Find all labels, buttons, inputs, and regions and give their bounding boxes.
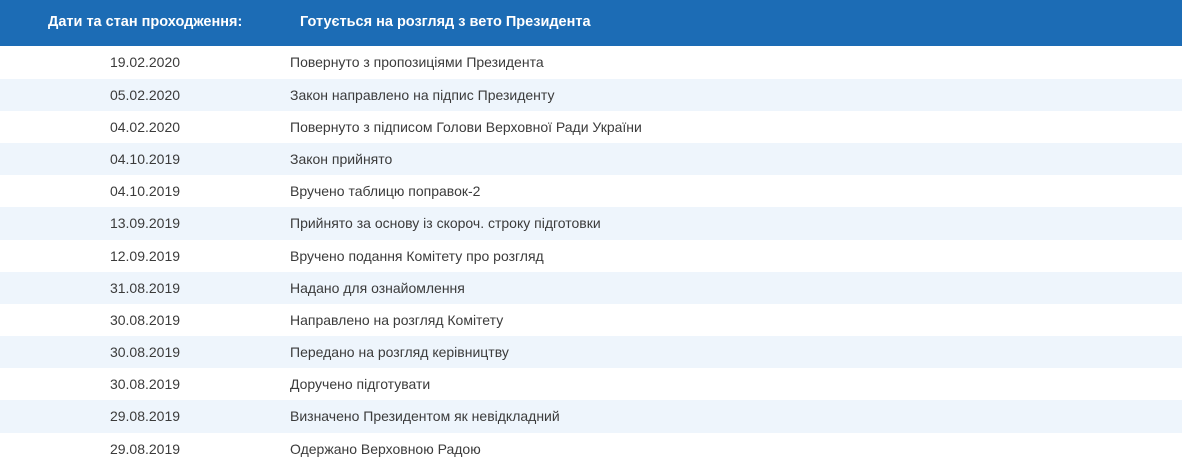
cell-date: 30.08.2019 [0, 368, 290, 400]
table-header [0, 0, 1182, 46]
table-row [0, 111, 1182, 143]
cell-state: Повернуто з пропозиціями Президента [290, 46, 1182, 78]
cell-date: 04.10.2019 [0, 143, 290, 175]
cell-state: Вручено подання Комітету про розгляд [290, 240, 1182, 272]
cell-date: 05.02.2020 [0, 79, 290, 111]
cell-state: Визначено Президентом як невідкладний [290, 400, 1182, 432]
cell-state: Одержано Верховною Радою [290, 433, 1182, 465]
cell-state: Доручено підготувати [290, 368, 1182, 400]
table-row [0, 143, 1182, 175]
cell-date: 30.08.2019 [0, 336, 290, 368]
cell-date: 29.08.2019 [0, 400, 290, 432]
table-row [0, 46, 1182, 78]
cell-state: Направлено на розгляд Комітету [290, 304, 1182, 336]
cell-date: 19.02.2020 [0, 46, 290, 78]
cell-date: 13.09.2019 [0, 207, 290, 239]
cell-date: 04.10.2019 [0, 175, 290, 207]
cell-state: Надано для ознайомлення [290, 272, 1182, 304]
table-header-row [0, 0, 1182, 46]
table-row [0, 433, 1182, 465]
cell-date: 04.02.2020 [0, 111, 290, 143]
table-row [0, 79, 1182, 111]
table-row [0, 207, 1182, 239]
cell-date: 12.09.2019 [0, 240, 290, 272]
cell-state: Закон прийнято [290, 143, 1182, 175]
column-header-state: Готується на розгляд з вето Президента [290, 0, 1182, 46]
table-row [0, 368, 1182, 400]
table-row [0, 272, 1182, 304]
table-body [0, 46, 1182, 464]
cell-state: Закон направлено на підпис Президенту [290, 79, 1182, 111]
cell-state: Передано на розгляд керівництву [290, 336, 1182, 368]
cell-date: 30.08.2019 [0, 304, 290, 336]
cell-date: 29.08.2019 [0, 433, 290, 465]
column-header-dates: Дати та стан проходження: [0, 0, 290, 46]
cell-state: Прийнято за основу із скороч. строку підготовки [290, 207, 1182, 239]
table-row [0, 175, 1182, 207]
table-row [0, 336, 1182, 368]
cell-date: 31.08.2019 [0, 272, 290, 304]
table-row [0, 240, 1182, 272]
cell-state: Повернуто з підписом Голови Верховної Ради України [290, 111, 1182, 143]
table-row [0, 400, 1182, 432]
table-row [0, 304, 1182, 336]
cell-state: Вручено таблицю поправок-2 [290, 175, 1182, 207]
